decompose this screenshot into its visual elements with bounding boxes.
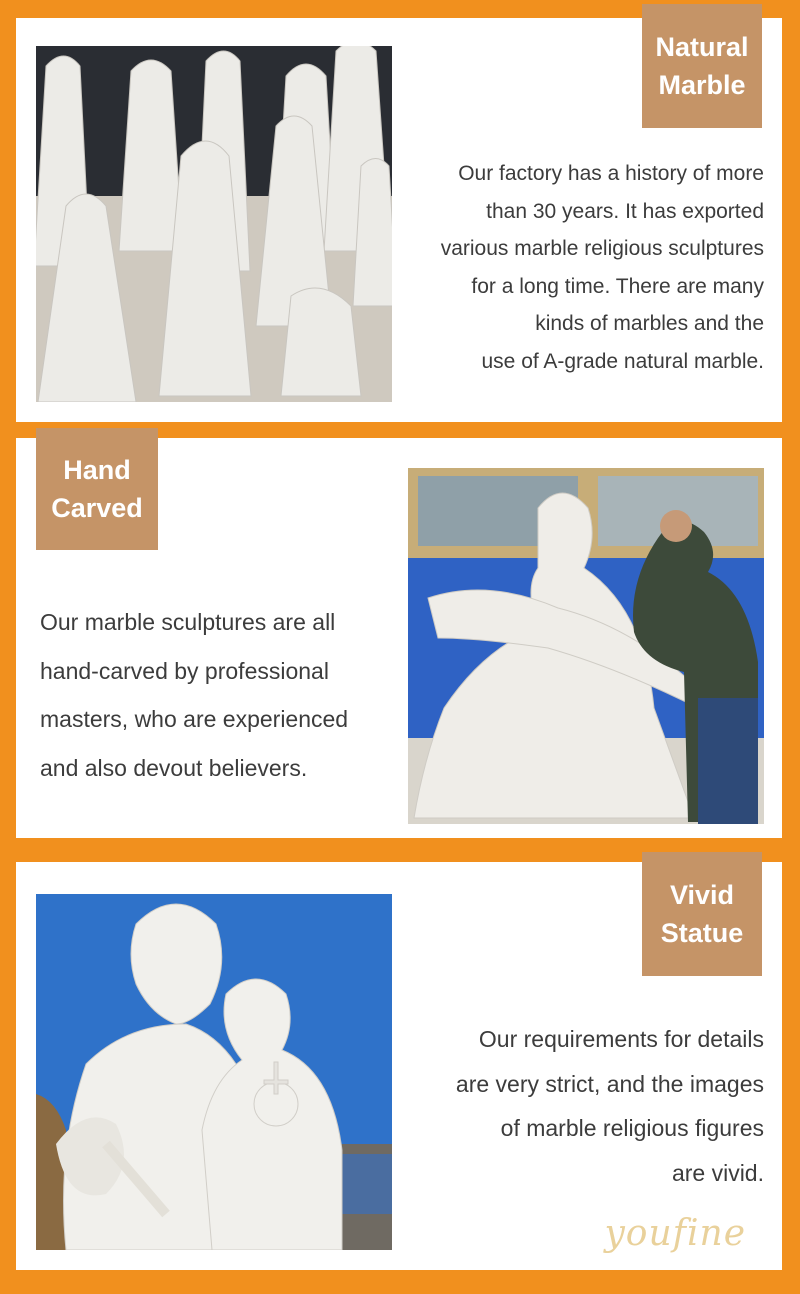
section-vivid-statue <box>16 862 782 1270</box>
badge-line: Natural <box>655 32 749 62</box>
description-line: Our requirements for details <box>478 1026 764 1052</box>
description-line: for a long time. There are many <box>471 274 764 298</box>
description-line: are vivid. <box>671 1160 764 1187</box>
vivid-statue-description <box>456 1017 764 1196</box>
badge-line: Statue <box>660 918 744 948</box>
description-line: kinds of marbles and the <box>535 312 764 336</box>
description-line: Our factory has a history of more <box>458 162 764 185</box>
youfine-watermark-logo: youfine <box>604 1213 746 1254</box>
description-line: of marble religious figures <box>500 1115 764 1142</box>
badge-line: Carved <box>51 493 143 523</box>
badge-line: Hand <box>63 455 131 485</box>
badge-line: Vivid <box>669 880 735 910</box>
description-line: various marble religious sculptures <box>440 237 764 261</box>
section-natural-marble <box>16 18 782 422</box>
description-line: are very strict, and the images <box>455 1070 764 1097</box>
section-hand-carved <box>16 438 782 838</box>
natural-marble-badge <box>642 4 762 128</box>
natural-marble-description <box>441 155 764 381</box>
description-line: Our marble sculptures are all <box>40 609 336 635</box>
vivid-statue-badge <box>642 852 762 976</box>
description-line: hand-carved by professional <box>40 657 329 684</box>
badge-line: Marble <box>658 70 746 100</box>
description-line: than 30 years. It has exported <box>486 199 764 223</box>
saint-joseph-statue-photo <box>36 894 392 1250</box>
hand-carved-badge <box>36 428 158 550</box>
marble-statues-yard-photo <box>36 46 392 402</box>
description-line: and also devout believers. <box>40 754 308 781</box>
sculptor-carving-pieta-photo <box>408 468 764 824</box>
description-line: masters, who are experienced <box>40 706 349 732</box>
hand-carved-description <box>40 598 348 792</box>
description-line: use of A-grade natural marble. <box>481 349 764 373</box>
